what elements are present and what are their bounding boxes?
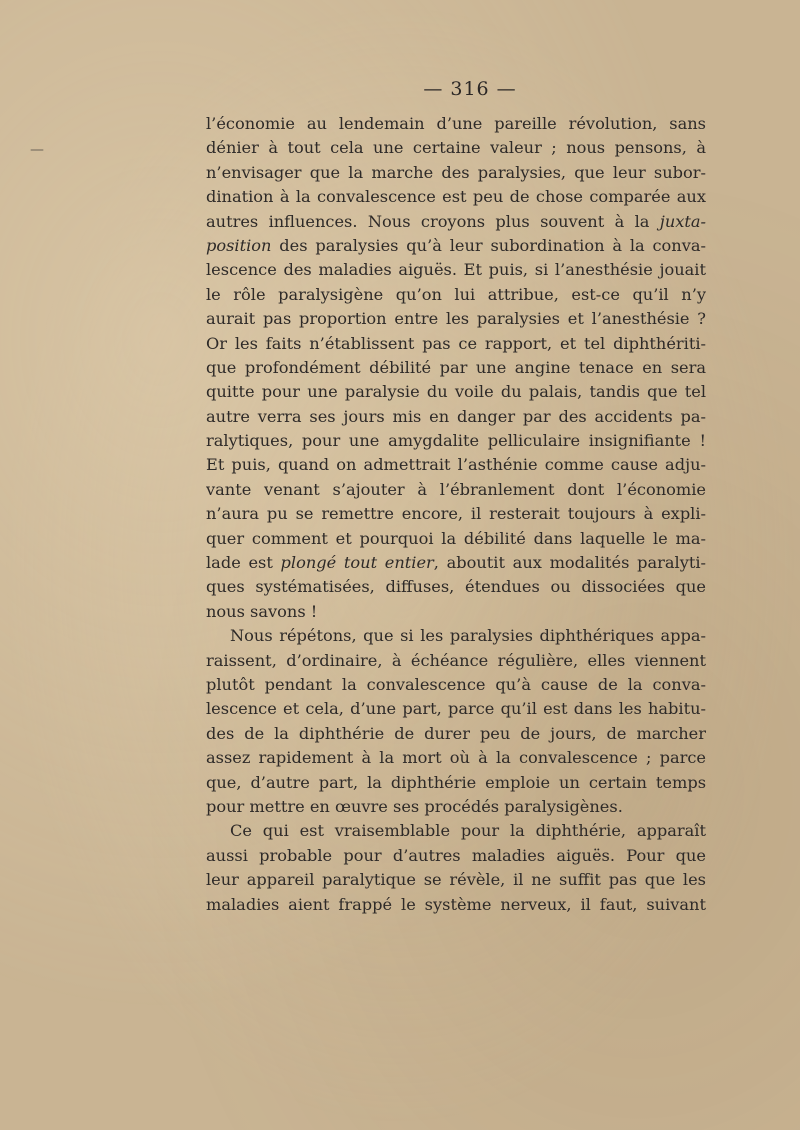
italic-run: position xyxy=(206,235,272,255)
text-line xyxy=(206,478,706,502)
text-run: Nous répétons, que si les paralysies diphthériques appa- xyxy=(230,626,706,646)
text-run: ralytiques, pour une amygdalite pelliculaire insignifiante ! xyxy=(206,431,706,451)
italic-run: juxta- xyxy=(659,211,706,231)
paragraph xyxy=(206,624,706,819)
text-line xyxy=(206,380,706,404)
text-line xyxy=(206,649,706,673)
text-line xyxy=(206,795,706,819)
text-run: dination à la convalescence est peu de chose comparée aux xyxy=(206,187,706,207)
text-line xyxy=(206,356,706,380)
page-number: — 316 — xyxy=(423,78,517,100)
text-run: Et puis, quand on admettrait l’asthénie comme cause adju- xyxy=(206,455,706,475)
text-run: leur appareil paralytique se révèle, il ne suffit pas que les xyxy=(206,870,706,890)
text-run: nous savons ! xyxy=(206,601,318,621)
text-line xyxy=(206,575,706,599)
text-run: plutôt pendant la convalescence qu’à cause de la conva- xyxy=(206,674,706,694)
text-run: des de la diphthérie de durer peu de jours, de marcher xyxy=(206,723,706,743)
text-line xyxy=(206,136,706,160)
text-run: maladies aient frappé le système nerveux, il faut, suivant xyxy=(206,894,706,914)
text-line xyxy=(206,502,706,526)
text-line xyxy=(206,746,706,770)
paragraph xyxy=(206,112,706,624)
text-run: que profondément débilité par une angine tenace en sera xyxy=(206,357,706,377)
italic-run: plongé tout entier xyxy=(280,553,434,573)
text-run: le rôle paralysigène qu’on lui attribue, est-ce qu’il n’y xyxy=(206,284,706,304)
text-line xyxy=(206,307,706,331)
text-run: assez rapidement à la mort où à la convalescence ; parce xyxy=(206,748,706,768)
text-run: vante venant s’ajouter à l’ébranlement dont l’économie xyxy=(206,479,706,499)
text-run: lade est xyxy=(206,553,281,573)
text-line xyxy=(206,722,706,746)
text-line xyxy=(206,283,706,307)
text-run: pour mettre en œuvre ses procédés paralysigènes. xyxy=(206,796,623,816)
text-run: ques systématisées, diffuses, étendues ou dissociées que xyxy=(206,577,706,597)
text-run: aurait pas proportion entre les paralysies et l’anesthésie ? xyxy=(206,309,706,329)
text-run: n’envisager que la marche des paralysies, que leur subor- xyxy=(206,162,706,182)
text-line xyxy=(206,210,706,234)
text-line xyxy=(206,600,706,624)
text-run: Or les faits n’établissent pas ce rapport, et tel diphthériti- xyxy=(206,333,706,353)
text-line xyxy=(206,893,706,917)
text-line xyxy=(206,258,706,282)
text-line xyxy=(206,819,706,843)
text-run: quitte pour une paralysie du voile du palais, tandis que tel xyxy=(206,382,706,402)
text-run: que, d’autre part, la diphthérie emploie un certain temps xyxy=(206,772,706,792)
text-line xyxy=(206,551,706,575)
text-line xyxy=(206,112,706,136)
text-line xyxy=(206,405,706,429)
text-run: l’économie au lendemain d’une pareille révolution, sans xyxy=(206,114,706,133)
text-line xyxy=(206,234,706,258)
margin-mark: — xyxy=(30,142,44,158)
text-run: dénier à tout cela une certaine valeur ; nous pensons, à xyxy=(206,138,706,158)
text-line xyxy=(206,161,706,185)
text-run: lescence des maladies aiguës. Et puis, si l’anesthésie jouait xyxy=(206,260,706,280)
text-line xyxy=(206,868,706,892)
text-line xyxy=(206,844,706,868)
text-run: aussi probable pour d’autres maladies aiguës. Pour que xyxy=(206,845,706,865)
text-line xyxy=(206,673,706,697)
text-run: des paralysies qu’à leur subordination à la conva- xyxy=(271,235,706,255)
text-run: autres influences. Nous croyons plus souvent à la xyxy=(206,211,660,231)
text-run: lescence et cela, d’une part, parce qu’il est dans les habitu- xyxy=(206,699,706,719)
body-text xyxy=(206,112,706,917)
text-line xyxy=(206,185,706,209)
text-run: Ce qui est vraisemblable pour la diphthérie, apparaît xyxy=(230,821,706,841)
text-line xyxy=(206,332,706,356)
text-line xyxy=(206,527,706,551)
text-run: quer comment et pourquoi la débilité dans laquelle le ma- xyxy=(206,528,706,548)
text-run: raissent, d’ordinaire, à échéance régulière, elles viennent xyxy=(206,650,706,670)
text-line xyxy=(206,771,706,795)
text-line xyxy=(206,453,706,477)
text-run: n’aura pu se remettre encore, il resterait toujours à expli- xyxy=(206,504,706,524)
text-line xyxy=(206,429,706,453)
text-line xyxy=(206,697,706,721)
text-run: , aboutit aux modalités paralyti- xyxy=(433,553,706,573)
paragraph xyxy=(206,819,706,917)
text-run: autre verra ses jours mis en danger par des accidents pa- xyxy=(206,406,706,426)
text-line xyxy=(206,624,706,648)
